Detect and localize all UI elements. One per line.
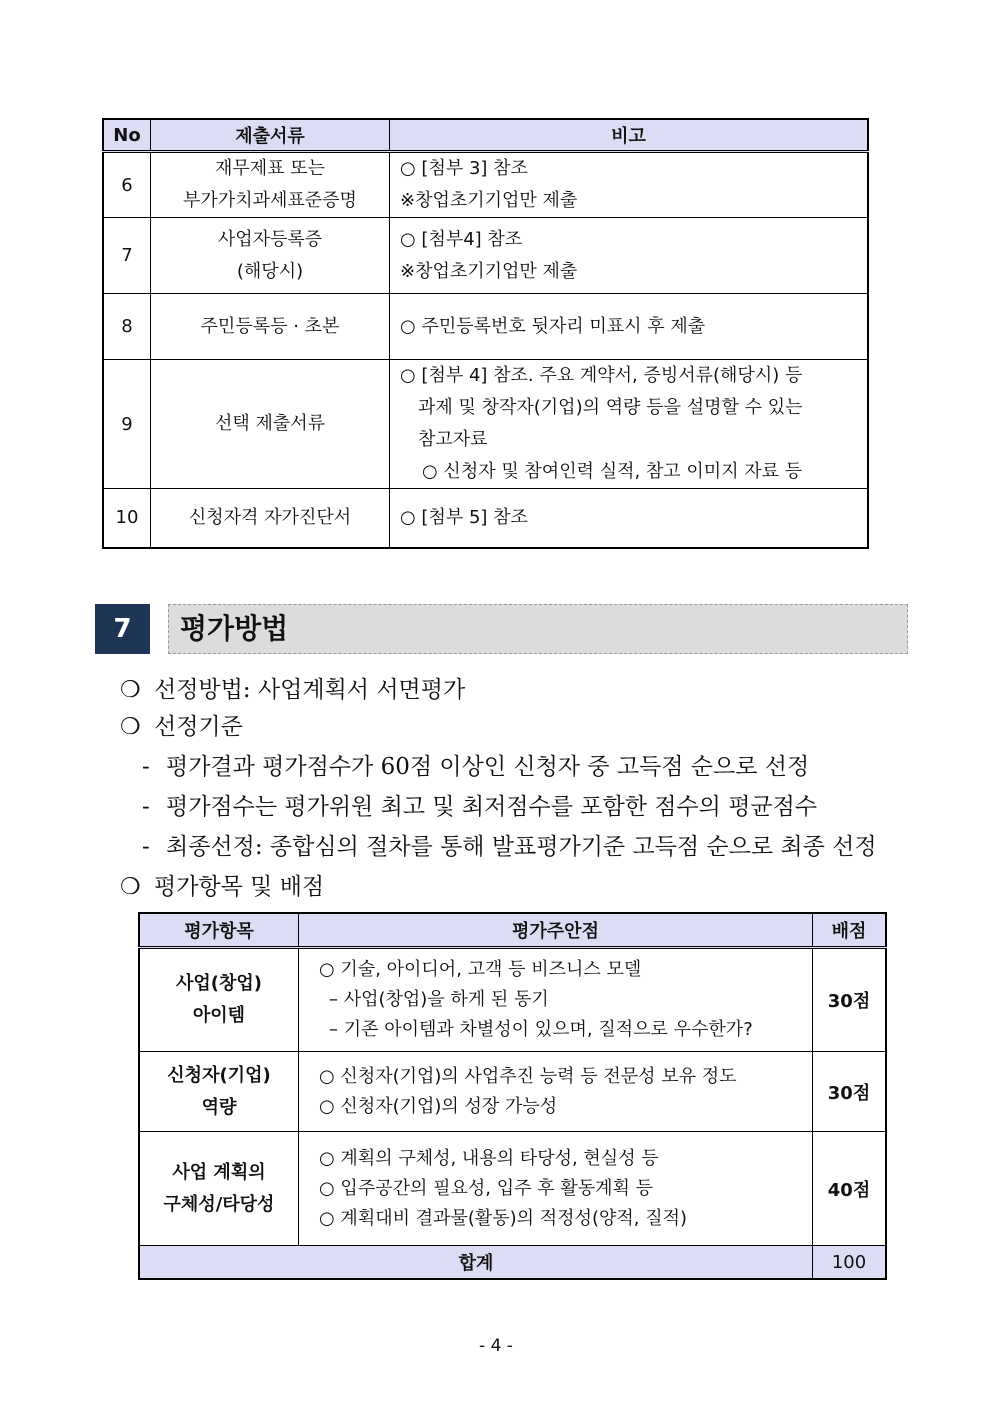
- body-bullet-line: [120, 868, 324, 901]
- body-bullet-line: [120, 671, 465, 704]
- page-number: - 4 -: [479, 1336, 513, 1356]
- eval-item: [139, 1132, 299, 1246]
- body-dash-line: [142, 788, 817, 821]
- eval-item: [139, 1052, 299, 1132]
- table-row: [139, 1132, 886, 1246]
- remark-line: ○ 신청자 및 참여인력 실적, 참고 이미지 자료 등: [422, 461, 803, 482]
- document-line: 주민등록등 · 초본: [200, 315, 340, 337]
- remark-line: ○ [첨부4] 참조: [400, 228, 523, 250]
- eval-focus-line: ○ 신청자(기업)의 성장 가능성: [319, 1095, 558, 1117]
- body-text: 선정방법: 사업계획서 서면평가: [154, 677, 466, 703]
- row-document: [151, 218, 390, 294]
- document-line: 신청자격 자가진단서: [188, 506, 352, 528]
- table-row: [139, 948, 886, 1052]
- eval-focus: [299, 1052, 813, 1132]
- eval-item-line: 사업(창업): [175, 973, 262, 994]
- total-value: 100: [813, 1246, 887, 1280]
- eval-points: 40점: [813, 1132, 887, 1246]
- body-text: 선정기준: [154, 714, 243, 740]
- document-line: 부가가치과세표준증명: [183, 190, 357, 211]
- document-line: 사업자등록증: [217, 228, 323, 250]
- submission-documents-table: [102, 118, 869, 549]
- remark-line: ○ [첨부 4] 참조. 주요 계약서, 증빙서류(해당시) 등: [400, 365, 803, 386]
- row-no: 8: [103, 294, 151, 360]
- eval-focus-line: ○ 기술, 아이디어, 고객 등 비즈니스 모델: [319, 959, 642, 980]
- dash-bullet-icon: -: [142, 834, 150, 860]
- eval-focus: [299, 1132, 813, 1246]
- eval-points: 30점: [813, 1052, 887, 1132]
- circle-bullet-icon: ❍: [120, 714, 141, 740]
- total-label: 합계: [139, 1246, 813, 1280]
- row-no: 6: [103, 152, 151, 218]
- body-text: 최종선정: 종합심의 절차를 통해 발표평가기준 고득점 순으로 최종 선정: [166, 834, 877, 860]
- table-header-row: [103, 119, 868, 152]
- document-line: 선택 제출서류: [214, 413, 326, 434]
- header-document: 제출서류: [151, 119, 390, 152]
- table-row: [103, 489, 868, 548]
- eval-focus-line: – 사업(창업)을 하게 된 동기: [329, 989, 549, 1010]
- body-dash-line: [142, 828, 877, 861]
- eval-item-line: 역량: [201, 1096, 237, 1118]
- body-text: 평가점수는 평가위원 최고 및 최저점수를 포함한 점수의 평균점수: [166, 794, 818, 820]
- eval-focus-line: ○ 계획의 구체성, 내용의 타당성, 현실성 등: [319, 1147, 659, 1169]
- remark-line: ○ 주민등록번호 뒷자리 미표시 후 제출: [400, 315, 706, 337]
- remark-line: ○ [첨부 5] 참조: [400, 506, 528, 528]
- row-document: [151, 152, 390, 218]
- document-line: (해당시): [236, 260, 304, 282]
- dash-bullet-icon: -: [142, 794, 150, 820]
- table-row: [139, 1052, 886, 1132]
- section-title: 평가방법: [180, 612, 289, 645]
- eval-focus-line: – 기존 아이템과 차별성이 있으며, 질적으로 우수한가?: [329, 1019, 753, 1040]
- header-remarks: 비고: [390, 119, 869, 152]
- row-no: 7: [103, 218, 151, 294]
- body-text: 평가항목 및 배점: [154, 874, 325, 900]
- body-dash-line: [142, 748, 809, 781]
- remark-line: ※창업초기기업만 제출: [400, 190, 578, 211]
- body-text: 평가결과 평가점수가 60점 이상인 신청자 중 고득점 순으로 선정: [166, 754, 810, 780]
- row-remarks: [390, 489, 869, 548]
- eval-item: [139, 948, 299, 1052]
- eval-focus-line: ○ 계획대비 결과물(활동)의 적정성(양적, 질적): [319, 1207, 687, 1229]
- row-document: [151, 489, 390, 548]
- total-row: [139, 1246, 886, 1280]
- row-remarks: [390, 218, 869, 294]
- evaluation-table: [138, 912, 887, 1280]
- eval-focus-line: ○ 신청자(기업)의 사업추진 능력 등 전문성 보유 정도: [319, 1065, 737, 1087]
- eval-focus-line: ○ 입주공간의 필요성, 입주 후 활동계획 등: [319, 1177, 653, 1199]
- row-no: 10: [103, 489, 151, 548]
- body-bullet-line: [120, 708, 243, 741]
- header-eval-item: 평가항목: [139, 913, 299, 948]
- circle-bullet-icon: ❍: [120, 874, 141, 900]
- row-no: 9: [103, 360, 151, 489]
- eval-item-line: 아이템: [192, 1005, 246, 1026]
- header-no: No: [103, 119, 151, 152]
- remark-line: ○ [첨부 3] 참조: [400, 158, 528, 179]
- circle-bullet-icon: ❍: [120, 677, 141, 703]
- eval-item-line: 구체성/타당성: [163, 1193, 275, 1215]
- row-remarks: [390, 152, 869, 218]
- table-header-row: [139, 913, 886, 948]
- section-number: 7: [95, 604, 150, 654]
- remark-line: 과제 및 창작자(기업)의 역량 등을 설명할 수 있는: [418, 397, 803, 418]
- dash-bullet-icon: -: [142, 754, 150, 780]
- document-line: 재무제표 또는: [214, 158, 326, 179]
- row-document: [151, 360, 390, 489]
- eval-points: 30점: [813, 948, 887, 1052]
- eval-item-line: 신청자(기업): [167, 1064, 271, 1086]
- row-remarks: [390, 294, 869, 360]
- remark-line: ※창업초기기업만 제출: [400, 260, 578, 282]
- header-eval-focus: 평가주안점: [299, 913, 813, 948]
- table-row: [103, 294, 868, 360]
- header-points: 배점: [813, 913, 887, 948]
- table-row: [103, 218, 868, 294]
- row-remarks: [390, 360, 869, 489]
- eval-item-line: 사업 계획의: [172, 1161, 266, 1183]
- table-row: [103, 152, 868, 218]
- eval-focus: [299, 948, 813, 1052]
- table-row: [103, 360, 868, 489]
- remark-line: 참고자료: [418, 429, 488, 450]
- row-document: [151, 294, 390, 360]
